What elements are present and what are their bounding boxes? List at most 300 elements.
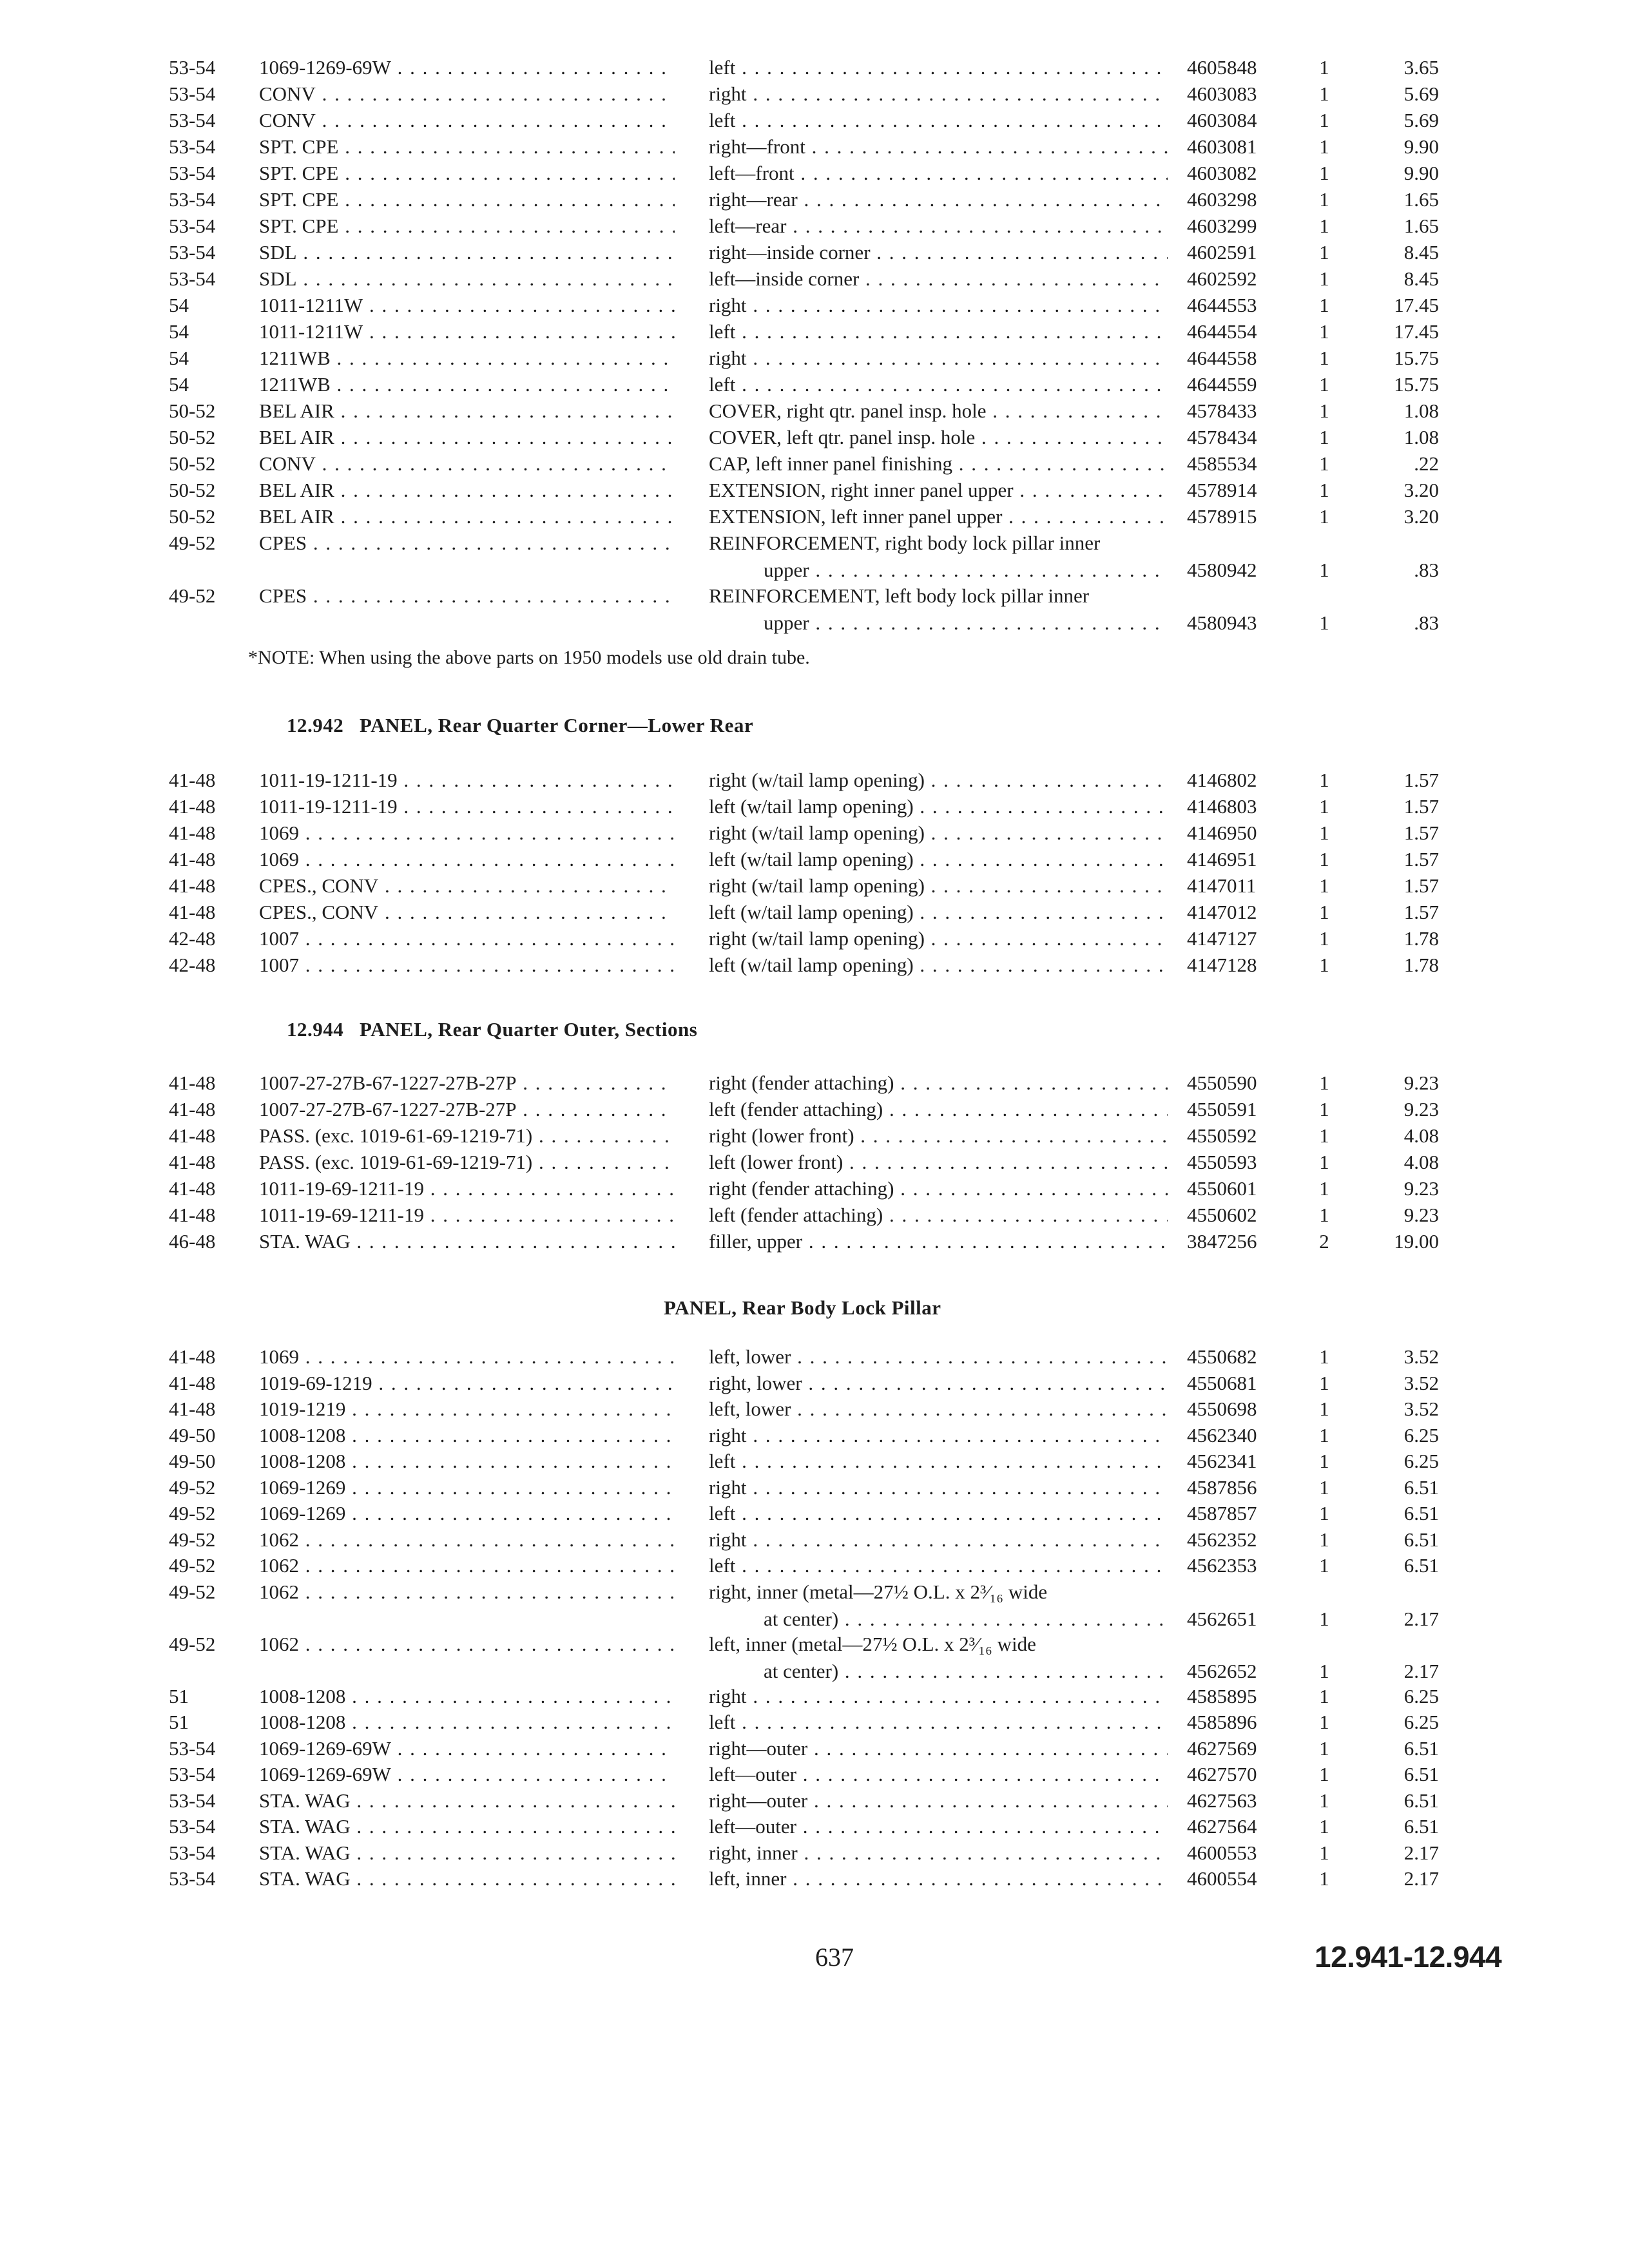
part-number-cell: 4550593 — [1187, 1151, 1257, 1173]
description-cell: left (w/tail lamp opening) . . . — [709, 846, 1168, 873]
description-cell: right . . . — [709, 81, 1168, 108]
description-cell: left (w/tail lamp opening) . . . — [709, 952, 1168, 979]
year-cell: 42-48 — [169, 954, 216, 976]
description-cell: left—inside corner . . . — [709, 265, 1168, 293]
part-number-cell: 4550682 — [1187, 1345, 1257, 1368]
part-number-cell: 4578915 — [1187, 505, 1257, 528]
price-cell: .83 — [1414, 611, 1439, 634]
table-row — [0, 81, 1629, 108]
description-cell: left (fender attaching) . . . — [709, 1202, 1168, 1229]
quantity-cell: 1 — [1319, 1763, 1329, 1785]
section-number: 12.944 — [287, 1018, 344, 1041]
table-row — [0, 1631, 1629, 1685]
part-number-cell: 4603083 — [1187, 82, 1257, 105]
part-number-cell: 4562353 — [1187, 1554, 1257, 1577]
model-cell: SPT. CPE . . . — [259, 133, 675, 160]
price-cell: 1.57 — [1403, 769, 1439, 791]
quantity-cell: 1 — [1319, 1607, 1329, 1630]
year-cell: 54 — [169, 373, 189, 396]
price-cell: 17.45 — [1394, 294, 1439, 316]
model-cell: SDL . . . — [259, 265, 675, 293]
model-cell: STA. WAG . . . — [259, 1865, 675, 1892]
model-cell: 1011-19-1211-19 . . . — [259, 793, 675, 820]
model-cell: CONV . . . — [259, 107, 675, 134]
table-row — [0, 1096, 1629, 1123]
description-cell: EXTENSION, right inner panel upper . . . — [709, 477, 1168, 504]
table-row — [0, 1579, 1629, 1633]
model-cell: 1008-1208 . . . — [259, 1422, 675, 1449]
price-cell: .83 — [1414, 559, 1439, 581]
table-row — [0, 1474, 1629, 1501]
description-cell: left—front . . . — [709, 160, 1168, 187]
description-cell: left (lower front) . . . — [709, 1149, 1168, 1176]
description-cell: left, inner . . . — [709, 1865, 1168, 1892]
part-number-cell: 4562352 — [1187, 1528, 1257, 1551]
year-cell: 41-48 — [169, 1204, 216, 1226]
description-cell: right (w/tail lamp opening) . . . — [709, 925, 1168, 952]
table-row — [0, 398, 1629, 425]
quantity-cell: 1 — [1319, 1867, 1329, 1890]
table-row — [0, 1787, 1629, 1814]
quantity-cell: 1 — [1319, 795, 1329, 818]
model-cell: PASS. (exc. 1019-61-69-1219-71) . . . — [259, 1149, 675, 1176]
table-row — [0, 1343, 1629, 1370]
price-cell: 15.75 — [1394, 373, 1439, 396]
description-cell: REINFORCEMENT, right body lock pillar inner — [709, 532, 1101, 554]
year-cell: 49-52 — [169, 1475, 216, 1499]
part-number-cell: 4605848 — [1187, 56, 1257, 79]
price-cell: 4.08 — [1403, 1124, 1439, 1147]
quantity-cell: 1 — [1319, 1124, 1329, 1147]
quantity-cell: 1 — [1319, 1398, 1329, 1420]
description-cell: left . . . — [709, 107, 1168, 134]
table-row — [0, 107, 1629, 134]
price-cell: 6.25 — [1403, 1711, 1439, 1733]
part-number-cell: 4627570 — [1187, 1763, 1257, 1785]
price-cell: 6.51 — [1403, 1736, 1439, 1760]
year-cell: 41-48 — [169, 1098, 216, 1120]
model-cell: BEL AIR . . . — [259, 398, 675, 425]
quantity-cell: 1 — [1319, 1502, 1329, 1524]
model-cell: 1069-1269-69W . . . — [259, 54, 675, 81]
model-cell: 1069-1269 . . . — [259, 1500, 675, 1527]
description-cell: right (fender attaching) . . . — [709, 1175, 1168, 1202]
year-cell: 53-54 — [169, 82, 216, 105]
description-cell: left . . . — [709, 1448, 1168, 1475]
part-number-cell: 4562340 — [1187, 1423, 1257, 1446]
part-number-cell: 4580943 — [1187, 611, 1257, 634]
table-row — [0, 265, 1629, 293]
table-row — [0, 925, 1629, 952]
model-cell: 1062 . . . — [259, 1631, 675, 1658]
quantity-cell: 1 — [1319, 927, 1329, 950]
model-cell: BEL AIR . . . — [259, 503, 675, 530]
part-number-cell: 4578914 — [1187, 479, 1257, 501]
table-row — [0, 1202, 1629, 1229]
price-cell: 19.00 — [1394, 1230, 1439, 1253]
part-number-cell: 4587857 — [1187, 1502, 1257, 1524]
quantity-cell: 1 — [1319, 82, 1329, 105]
price-cell: 17.45 — [1394, 320, 1439, 343]
price-cell: 9.23 — [1403, 1098, 1439, 1120]
year-cell: 41-48 — [169, 1398, 216, 1420]
section-heading-12-942 — [287, 714, 753, 737]
part-number-cell: 4146803 — [1187, 795, 1257, 818]
price-cell: 8.45 — [1403, 241, 1439, 264]
part-number-cell: 4600553 — [1187, 1841, 1257, 1864]
quantity-cell: 1 — [1319, 347, 1329, 369]
part-number-cell: 4147011 — [1187, 874, 1257, 897]
table-row — [0, 1149, 1629, 1176]
quantity-cell: 1 — [1319, 1450, 1329, 1472]
table-row — [0, 1840, 1629, 1867]
description-cell: left (w/tail lamp opening) . . . — [709, 899, 1168, 926]
year-cell: 50-52 — [169, 452, 216, 475]
table-row — [0, 767, 1629, 794]
description-continuation: at center) . . . — [764, 1658, 1168, 1685]
table-row — [0, 318, 1629, 345]
description-cell: right, inner . . . — [709, 1840, 1168, 1867]
part-number-cell: 4578433 — [1187, 399, 1257, 422]
year-cell: 41-48 — [169, 848, 216, 870]
model-cell: 1069-1269 . . . — [259, 1474, 675, 1501]
quantity-cell: 1 — [1319, 294, 1329, 316]
quantity-cell: 1 — [1319, 1711, 1329, 1733]
quantity-cell: 1 — [1319, 874, 1329, 897]
model-cell: 1011-19-1211-19 . . . — [259, 767, 675, 794]
part-number-cell: 4603299 — [1187, 215, 1257, 237]
description-cell: right—rear . . . — [709, 186, 1168, 213]
price-cell: 3.52 — [1403, 1371, 1439, 1394]
table-row — [0, 1422, 1629, 1449]
quantity-cell: 1 — [1319, 1098, 1329, 1120]
quantity-cell: 1 — [1319, 848, 1329, 870]
year-cell: 51 — [169, 1711, 189, 1733]
description-cell: CAP, left inner panel finishing . . . — [709, 450, 1168, 477]
table-row — [0, 1396, 1629, 1423]
price-cell: 1.78 — [1403, 927, 1439, 950]
description-continuation: at center) . . . — [764, 1606, 1168, 1633]
price-cell: 2.17 — [1403, 1867, 1439, 1890]
drain-tube-note: *NOTE: When using the above parts on 1950 models use old drain tube. — [248, 647, 810, 668]
table-row — [0, 292, 1629, 319]
quantity-cell: 1 — [1319, 1475, 1329, 1499]
model-cell: 1007 . . . — [259, 952, 675, 979]
year-cell: 41-48 — [169, 1371, 216, 1394]
part-number-cell: 4562652 — [1187, 1659, 1257, 1682]
price-cell: 1.65 — [1403, 215, 1439, 237]
description-cell: left . . . — [709, 318, 1168, 345]
model-cell: 1008-1208 . . . — [259, 1709, 675, 1736]
year-cell: 53-54 — [169, 1763, 216, 1785]
page-number: 637 — [815, 1943, 854, 1972]
description-cell: right—inside corner . . . — [709, 239, 1168, 266]
part-number-cell: 4587856 — [1187, 1475, 1257, 1499]
quantity-cell: 1 — [1319, 452, 1329, 475]
quantity-cell: 1 — [1319, 479, 1329, 501]
quantity-cell: 1 — [1319, 1815, 1329, 1838]
table-row — [0, 424, 1629, 451]
model-cell: 1069 . . . — [259, 1343, 675, 1370]
year-cell: 53-54 — [169, 1789, 216, 1812]
price-cell: 9.90 — [1403, 135, 1439, 158]
part-number-cell: 4603298 — [1187, 188, 1257, 211]
description-cell: right (w/tail lamp opening) . . . — [709, 767, 1168, 794]
model-cell: 1062 . . . — [259, 1552, 675, 1579]
quantity-cell: 1 — [1319, 505, 1329, 528]
price-cell: 6.25 — [1403, 1684, 1439, 1707]
part-number-cell: 4550681 — [1187, 1371, 1257, 1394]
description-continuation: upper . . . — [764, 610, 1168, 637]
year-cell: 53-54 — [169, 215, 216, 237]
part-number-cell: 4550602 — [1187, 1204, 1257, 1226]
model-cell: CPES . . . — [259, 530, 675, 557]
year-cell: 49-50 — [169, 1423, 216, 1446]
description-cell: left . . . — [709, 371, 1168, 398]
year-cell: 53-54 — [169, 1815, 216, 1838]
quantity-cell: 1 — [1319, 188, 1329, 211]
year-cell: 41-48 — [169, 795, 216, 818]
description-cell: COVER, left qtr. panel insp. hole . . . — [709, 424, 1168, 451]
part-number-cell: 4644554 — [1187, 320, 1257, 343]
price-cell: 5.69 — [1403, 82, 1439, 105]
model-cell: 1019-1219 . . . — [259, 1396, 675, 1423]
price-cell: 6.25 — [1403, 1450, 1439, 1472]
table-row — [0, 1070, 1629, 1097]
description-continuation: upper . . . — [764, 557, 1168, 584]
table-row — [0, 530, 1629, 584]
section-range: 12.941-12.944 — [1315, 1940, 1502, 1974]
description-cell: left—outer . . . — [709, 1813, 1168, 1840]
price-cell: 4.08 — [1403, 1151, 1439, 1173]
price-cell: 1.78 — [1403, 954, 1439, 976]
part-number-cell: 4147128 — [1187, 954, 1257, 976]
model-cell: SPT. CPE . . . — [259, 186, 675, 213]
price-cell: 1.08 — [1403, 399, 1439, 422]
part-number-cell: 4627563 — [1187, 1789, 1257, 1812]
table-row — [0, 1683, 1629, 1710]
part-number-cell: 4146802 — [1187, 769, 1257, 791]
part-number-cell: 4550698 — [1187, 1398, 1257, 1420]
quantity-cell: 1 — [1319, 320, 1329, 343]
quantity-cell: 1 — [1319, 1204, 1329, 1226]
quantity-cell: 1 — [1319, 1072, 1329, 1094]
table-row — [0, 1500, 1629, 1527]
price-cell: 8.45 — [1403, 267, 1439, 290]
description-cell: left—rear . . . — [709, 213, 1168, 240]
table-row — [0, 1448, 1629, 1475]
year-cell: 53-54 — [169, 135, 216, 158]
part-number-cell: 4550592 — [1187, 1124, 1257, 1147]
model-cell: SPT. CPE . . . — [259, 213, 675, 240]
description-cell: left, lower . . . — [709, 1396, 1168, 1423]
model-cell: 1011-19-69-1211-19 . . . — [259, 1175, 675, 1202]
model-cell: 1211WB . . . — [259, 371, 675, 398]
price-cell: 9.23 — [1403, 1204, 1439, 1226]
part-number-cell: 4585534 — [1187, 452, 1257, 475]
table-row — [0, 952, 1629, 979]
price-cell: 6.51 — [1403, 1763, 1439, 1785]
quantity-cell: 2 — [1319, 1230, 1329, 1253]
part-number-cell: 4644558 — [1187, 347, 1257, 369]
year-cell: 53-54 — [169, 109, 216, 131]
table-row — [0, 1813, 1629, 1840]
model-cell: CPES . . . — [259, 582, 675, 610]
year-cell: 51 — [169, 1684, 189, 1707]
quantity-cell: 1 — [1319, 162, 1329, 184]
quantity-cell: 1 — [1319, 1345, 1329, 1368]
price-cell: 6.25 — [1403, 1423, 1439, 1446]
year-cell: 53-54 — [169, 188, 216, 211]
part-number-cell: 4146951 — [1187, 848, 1257, 870]
part-number-cell: 4603084 — [1187, 109, 1257, 131]
table-row — [0, 133, 1629, 160]
year-cell: 54 — [169, 320, 189, 343]
table-row — [0, 477, 1629, 504]
part-number-cell: 4550590 — [1187, 1072, 1257, 1094]
year-cell: 41-48 — [169, 1177, 216, 1200]
year-cell: 49-52 — [169, 1632, 216, 1655]
table-row — [0, 239, 1629, 266]
price-cell: 6.51 — [1403, 1502, 1439, 1524]
year-cell: 53-54 — [169, 56, 216, 79]
table-row — [0, 450, 1629, 477]
quantity-cell: 1 — [1319, 954, 1329, 976]
description-cell: right—front . . . — [709, 133, 1168, 160]
year-cell: 41-48 — [169, 874, 216, 897]
model-cell: 1062 . . . — [259, 1579, 675, 1606]
price-cell: 3.65 — [1403, 56, 1439, 79]
part-number-cell: 4600554 — [1187, 1867, 1257, 1890]
year-cell: 49-52 — [169, 1528, 216, 1551]
model-cell: 1069 . . . — [259, 846, 675, 873]
year-cell: 53-54 — [169, 162, 216, 184]
table-row — [0, 1552, 1629, 1579]
price-cell: 6.51 — [1403, 1815, 1439, 1838]
part-number-cell: 4578434 — [1187, 426, 1257, 448]
year-cell: 46-48 — [169, 1230, 216, 1253]
year-cell: 41-48 — [169, 822, 216, 844]
table-row — [0, 345, 1629, 372]
part-number-cell: 4644553 — [1187, 294, 1257, 316]
price-cell: 1.57 — [1403, 901, 1439, 923]
price-cell: .22 — [1414, 452, 1439, 475]
description-cell: right—outer . . . — [709, 1735, 1168, 1762]
table-row — [0, 1526, 1629, 1553]
year-cell: 49-52 — [169, 532, 216, 554]
model-cell: 1069 . . . — [259, 820, 675, 847]
description-cell: right . . . — [709, 1683, 1168, 1710]
quantity-cell: 1 — [1319, 1841, 1329, 1864]
table-row — [0, 54, 1629, 81]
table-row — [0, 1370, 1629, 1397]
table-row — [0, 872, 1629, 899]
year-cell: 53-54 — [169, 1867, 216, 1890]
description-cell: EXTENSION, left inner panel upper . . . — [709, 503, 1168, 530]
model-cell: SDL . . . — [259, 239, 675, 266]
quantity-cell: 1 — [1319, 901, 1329, 923]
table-row — [0, 1735, 1629, 1762]
model-cell: 1008-1208 . . . — [259, 1683, 675, 1710]
model-cell: 1007-27-27B-67-1227-27B-27P . . . — [259, 1070, 675, 1097]
quantity-cell: 1 — [1319, 611, 1329, 634]
description-cell: left (w/tail lamp opening) . . . — [709, 793, 1168, 820]
quantity-cell: 1 — [1319, 1177, 1329, 1200]
year-cell: 53-54 — [169, 267, 216, 290]
quantity-cell: 1 — [1319, 1528, 1329, 1551]
table-row — [0, 160, 1629, 187]
year-cell: 49-52 — [169, 584, 216, 607]
model-cell: 1211WB . . . — [259, 345, 675, 372]
section-title: PANEL, Rear Quarter Corner—Lower Rear — [360, 714, 754, 736]
table-row — [0, 213, 1629, 240]
price-cell: 6.51 — [1403, 1528, 1439, 1551]
quantity-cell: 1 — [1319, 769, 1329, 791]
year-cell: 53-54 — [169, 241, 216, 264]
price-cell: 15.75 — [1394, 347, 1439, 369]
table-row — [0, 793, 1629, 820]
model-cell: CONV . . . — [259, 450, 675, 477]
description-cell: right—outer . . . — [709, 1787, 1168, 1814]
quantity-cell: 1 — [1319, 109, 1329, 131]
model-cell: STA. WAG . . . — [259, 1813, 675, 1840]
model-cell: BEL AIR . . . — [259, 477, 675, 504]
model-cell: 1062 . . . — [259, 1526, 675, 1553]
table-row — [0, 503, 1629, 530]
quantity-cell: 1 — [1319, 373, 1329, 396]
quantity-cell: 1 — [1319, 135, 1329, 158]
part-number-cell: 4585895 — [1187, 1684, 1257, 1707]
section-number: 12.942 — [287, 714, 344, 736]
part-number-cell: 3847256 — [1187, 1230, 1257, 1253]
description-cell: left . . . — [709, 1552, 1168, 1579]
part-number-cell: 4580942 — [1187, 559, 1257, 581]
part-number-cell: 4602592 — [1187, 267, 1257, 290]
model-cell: 1019-69-1219 . . . — [259, 1370, 675, 1397]
price-cell: 3.52 — [1403, 1345, 1439, 1368]
section-title: PANEL, Rear Body Lock Pillar — [664, 1296, 941, 1319]
price-cell: 3.20 — [1403, 479, 1439, 501]
model-cell: 1069-1269-69W . . . — [259, 1735, 675, 1762]
year-cell: 49-52 — [169, 1580, 216, 1603]
price-cell: 3.20 — [1403, 505, 1439, 528]
price-cell: 1.57 — [1403, 795, 1439, 818]
model-cell: 1011-19-69-1211-19 . . . — [259, 1202, 675, 1229]
quantity-cell: 1 — [1319, 1371, 1329, 1394]
part-number-cell: 4602591 — [1187, 241, 1257, 264]
description-cell: left . . . — [709, 1500, 1168, 1527]
description-cell: left—outer . . . — [709, 1761, 1168, 1788]
price-cell: 2.17 — [1403, 1607, 1439, 1630]
part-number-cell: 4644559 — [1187, 373, 1257, 396]
table-row — [0, 1761, 1629, 1788]
table-row — [0, 186, 1629, 213]
price-cell: 9.23 — [1403, 1072, 1439, 1094]
description-cell: left, lower . . . — [709, 1343, 1168, 1370]
year-cell: 53-54 — [169, 1736, 216, 1760]
model-cell: 1011-1211W . . . — [259, 318, 675, 345]
year-cell: 50-52 — [169, 479, 216, 501]
price-cell: 1.08 — [1403, 426, 1439, 448]
year-cell: 54 — [169, 347, 189, 369]
part-number-cell: 4146950 — [1187, 822, 1257, 844]
description-cell: left, inner (metal—27½ O.L. x 2³⁄₁₆ wide — [709, 1632, 1036, 1655]
quantity-cell: 1 — [1319, 559, 1329, 581]
price-cell: 1.65 — [1403, 188, 1439, 211]
description-cell: right (lower front) . . . — [709, 1122, 1168, 1149]
description-cell: right, lower . . . — [709, 1370, 1168, 1397]
quantity-cell: 1 — [1319, 399, 1329, 422]
